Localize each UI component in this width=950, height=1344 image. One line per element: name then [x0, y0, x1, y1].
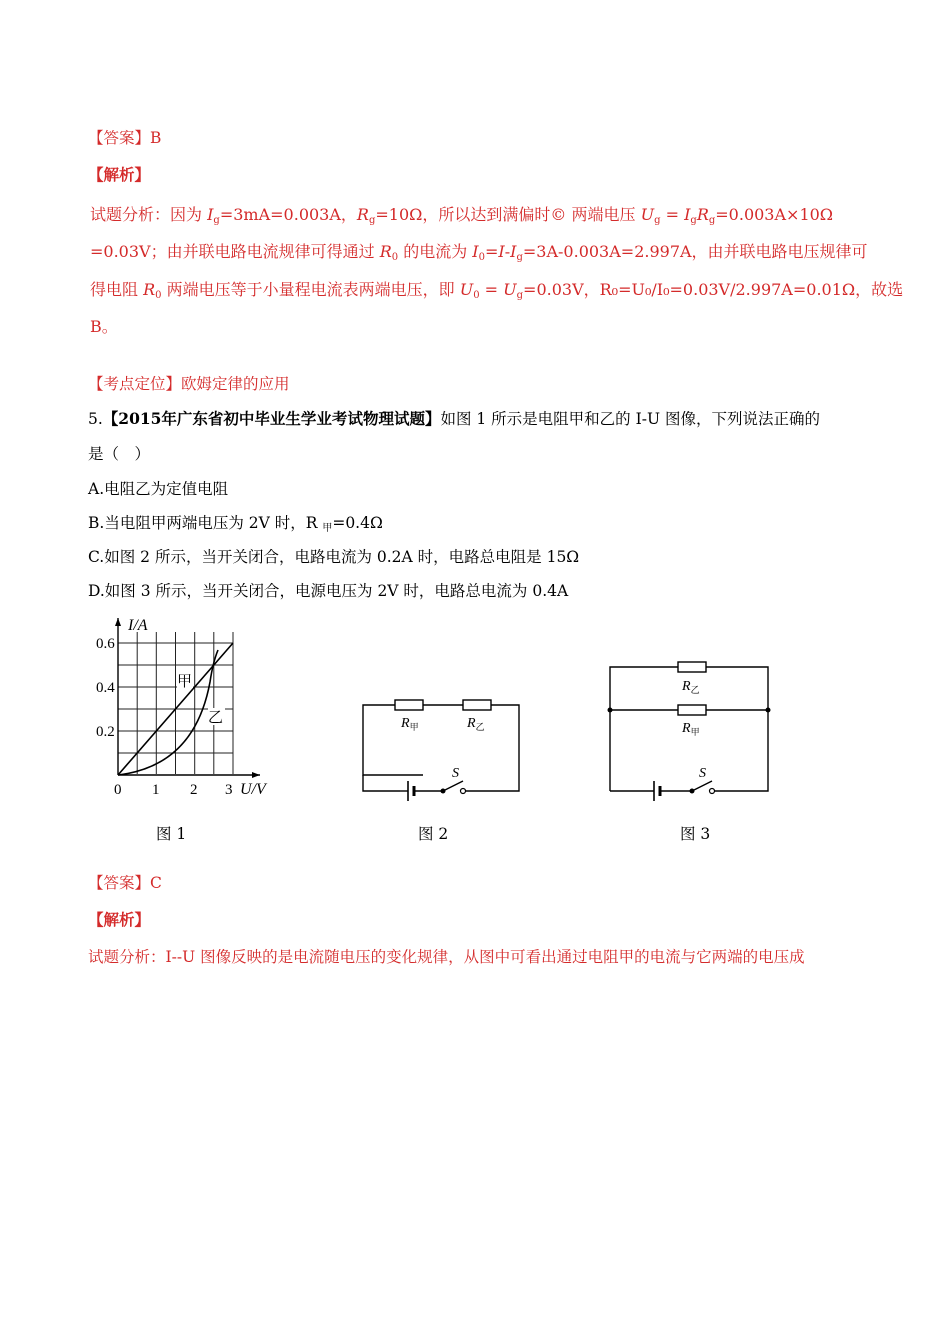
- x-tick-2: 2: [190, 782, 198, 798]
- x-tick-0: 0: [114, 782, 122, 798]
- q4-analysis-label: 【解析】: [88, 165, 151, 184]
- q5-analysis-text: 试题分析：I--U 图像反映的是电流随电压的变化规律，从图中可看出通过电阻甲的电流与它两端的电压成: [88, 948, 805, 966]
- q5-answer-letter: C: [150, 874, 162, 892]
- resistor-yi-box: [463, 700, 491, 710]
- q5-stem-line-1: 5.【2015年广东省初中毕业生学业考试物理试题】如图 1 所示是电阻甲和乙的 I-U 图像，下列说法正确的: [88, 409, 820, 428]
- q5-stem-line-2: 是（ ）: [88, 445, 151, 463]
- figure-2-caption: 图 2: [418, 825, 449, 843]
- label-jia: 甲: [177, 674, 193, 690]
- q5-option-b: B.当电阻甲两端电压为 2V 时，R $_甲$=0.4Ω: [88, 514, 383, 534]
- y-axis-label: I/A: [128, 617, 148, 634]
- x-axis-arrow: [252, 772, 260, 778]
- switch-label: S: [452, 766, 459, 781]
- q5-analysis-label: 【解析】: [88, 910, 151, 929]
- q4-analysis-line-3: 得电阻 $R_0$ 两端电压等于小量程电流表两端电压，即 $U_0 = U_g=0.03V$，R₀=U₀/I₀=0.03V/2.997A=0.01Ω，故选: [90, 280, 904, 301]
- x-tick-1: 1: [152, 782, 160, 798]
- switch-contact: [461, 789, 466, 794]
- q4-analysis-line-1: 试题分析：因为 $I_g=3mA=0.003A$，$R_g=10\Omega$，所以达到满偏时© 两端电压 $U_g = I_gR_g=0.003A\times 10\Omega$: [90, 205, 834, 226]
- junction-right: [766, 708, 771, 713]
- r-yi-label: $R_乙$: [682, 679, 700, 695]
- q5-answer-label: 【答案】: [88, 874, 151, 892]
- curve-yi: [118, 650, 218, 775]
- q5-option-c: C.如图 2 所示，当开关闭合，电路电流为 0.2A 时，电路总电阻是 15Ω: [88, 548, 580, 566]
- q5-option-a: A.电阻乙为定值电阻: [88, 480, 229, 498]
- resistor-jia-box: [678, 705, 706, 715]
- q4-analysis-line-2: =0.03V；由并联电路电流规律可得通过 $R_0$ 的电流为 $I_0=I-I_g=3A-0.003A=2.997A$，由并联电路电压规律可: [90, 242, 868, 263]
- r-yi-label: $R_乙$: [467, 716, 485, 732]
- y-tick-0-2: 0.2: [96, 724, 115, 740]
- resistor-jia-box: [395, 700, 423, 710]
- r-jia-label: $R_甲$: [682, 721, 700, 737]
- resistor-yi-box: [678, 662, 706, 672]
- figure-3-parallel-circuit: [602, 655, 777, 805]
- figure-1-caption: 图 1: [156, 825, 187, 843]
- switch-pivot: [441, 789, 446, 794]
- switch-contact: [710, 789, 715, 794]
- y-axis-arrow: [115, 618, 121, 626]
- label-yi: 乙: [208, 710, 224, 726]
- figure-3-caption: 图 3: [680, 825, 711, 843]
- q5-answer: [88, 871, 162, 893]
- figure-1-iu-graph: [80, 612, 280, 807]
- q4-analysis-line-4: B。: [90, 317, 118, 336]
- y-tick-0-6: 0.6: [96, 636, 115, 652]
- switch-pivot: [690, 789, 695, 794]
- figure-2-series-circuit: [355, 695, 530, 805]
- switch-label: S: [699, 766, 706, 781]
- copyright-icon: ©: [550, 205, 567, 224]
- junction-left: [608, 708, 613, 713]
- y-tick-0-4: 0.4: [96, 680, 115, 696]
- q4-answer: [88, 126, 161, 148]
- q5-option-d: D.如图 3 所示，当开关闭合，电源电压为 2V 时，电路总电流为 0.4A: [88, 582, 569, 600]
- q4-kaodian: 【考点定位】欧姆定律的应用: [88, 375, 290, 393]
- q4-answer-label: 【答案】: [88, 129, 151, 147]
- q4-answer-letter: B: [150, 129, 162, 147]
- x-axis-label: U/V: [240, 781, 266, 798]
- r-jia-label: $R_甲$: [401, 716, 419, 732]
- x-tick-3: 3: [225, 782, 233, 798]
